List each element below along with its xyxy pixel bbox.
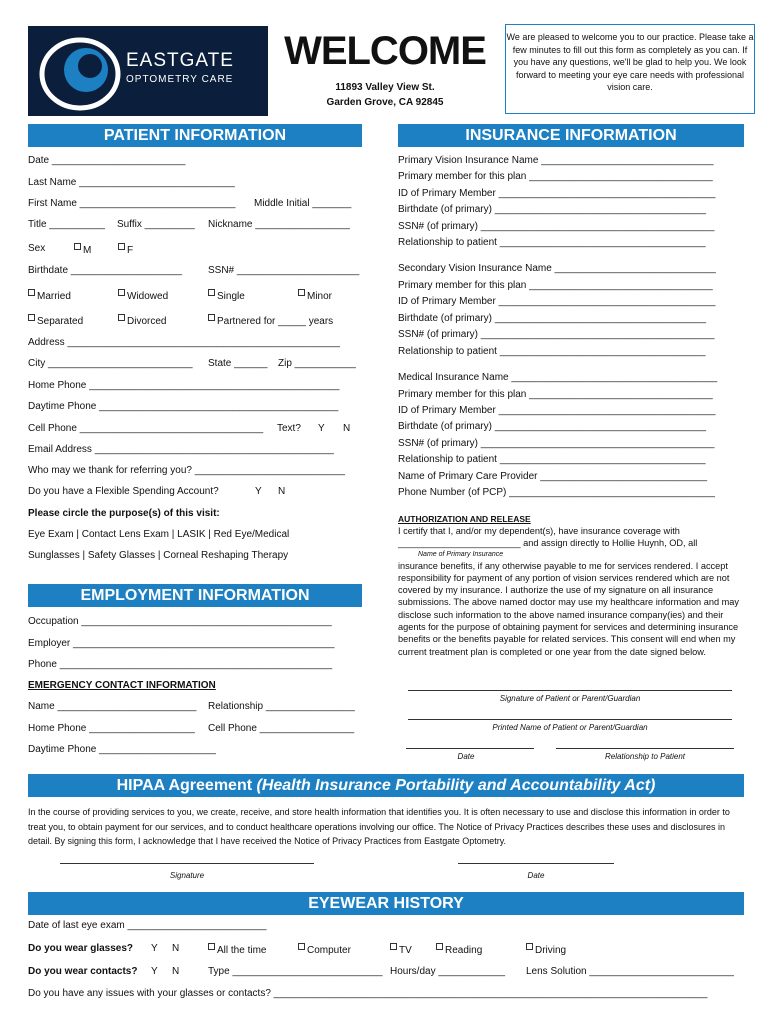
fsa-no-option[interactable]: N	[278, 486, 286, 497]
patient-info-header: PATIENT INFORMATION	[28, 124, 362, 147]
last-name-field[interactable]: Last Name ____________________________	[28, 177, 235, 188]
intro-box: We are pleased to welcome you to our practice. Please take a few minutes to fill out this form as completely as you can. If you have any questions, we'll be glad to help you. We look forward to meeting your eye care needs with professional vision care.	[505, 24, 755, 114]
eyewear-history-header: EYEWEAR HISTORY	[28, 892, 744, 915]
hipaa-header	[28, 774, 744, 797]
hours-per-day-field[interactable]: Hours/day ____________	[390, 966, 506, 977]
checkbox-icon[interactable]	[118, 243, 125, 250]
referral-field[interactable]: Who may we thank for referring you? ___________________________	[28, 465, 345, 476]
primary-id-field-2[interactable]: ID of Primary Member _______________________________________	[398, 296, 716, 307]
hipaa-signature-line[interactable]	[60, 863, 314, 864]
city-field[interactable]: City __________________________	[28, 358, 193, 369]
married-label: Married	[37, 291, 71, 302]
first-name-field[interactable]: First Name ____________________________	[28, 198, 236, 209]
checkbox-icon[interactable]	[390, 943, 397, 950]
sex-label: Sex	[28, 243, 46, 254]
checkbox-icon[interactable]	[298, 943, 305, 950]
printed-name-caption: Printed Name of Patient or Parent/Guardian	[492, 723, 648, 732]
eyewear-issues-field[interactable]: Do you have any issues with your glasses or contacts? ______________________________________________________________________________	[28, 988, 708, 999]
contacts-yes-option[interactable]: Y	[151, 966, 158, 977]
text-yes-option[interactable]: Y	[318, 423, 325, 434]
checkbox-icon[interactable]	[118, 289, 125, 296]
daytime-phone-field[interactable]: Daytime Phone ___________________________________________	[28, 401, 339, 412]
pcp-phone-field[interactable]: Phone Number (of PCP) _____________________________________	[398, 487, 715, 498]
primary-member-field-1[interactable]: Primary member for this plan _________________________________	[398, 171, 713, 182]
email-field[interactable]: Email Address ___________________________________________	[28, 444, 334, 455]
authorization-heading: AUTHORIZATION AND RELEASE	[398, 514, 531, 524]
employment-info-header: EMPLOYMENT INFORMATION	[28, 584, 362, 607]
primary-relationship-field-1[interactable]: Relationship to patient _____________________________________	[398, 237, 706, 248]
marital-married[interactable]	[28, 289, 71, 303]
address-line1: 11893 Valley View St.	[335, 82, 435, 93]
authorization-body: insurance benefits, if any otherwise payable to me for services rendered. I accept responsibility for payment of any portion of vision services rendered which are not covered by my insurance. I authorize the use of my signature on all insurance submissions. The above named doctor may use my healthcare information and may disclose such information to the above named insurance company(ies) and their agents for the purpose of obtaining payment for services and determining insurance benefits or the benefits payable for related services. This consent will end when my current treatment plan is completed or one year from the date signed below.	[398, 560, 739, 657]
all-time-label: All the time	[217, 945, 267, 956]
cell-phone-field[interactable]: Cell Phone _________________________________	[28, 423, 264, 434]
glasses-computer-option[interactable]	[298, 943, 351, 957]
suffix-field[interactable]: Suffix _________	[117, 219, 195, 230]
contact-type-field[interactable]: Type ___________________________	[208, 966, 383, 977]
single-label: Single	[217, 291, 245, 302]
marital-divorced[interactable]	[118, 314, 166, 328]
lens-solution-field[interactable]: Lens Solution __________________________	[526, 966, 734, 977]
medical-insurance-field[interactable]: Medical Insurance Name _____________________________________	[398, 372, 718, 383]
glasses-no-option[interactable]: N	[172, 943, 180, 954]
marital-partnered[interactable]	[208, 314, 333, 328]
address-field[interactable]: Address _________________________________________________	[28, 337, 340, 348]
secondary-vision-insurance-field[interactable]: Secondary Vision Insurance Name _____________________________	[398, 263, 716, 274]
driving-label: Driving	[535, 945, 567, 956]
authorization-line2[interactable]: ________________________ and assign directly to Hollie Huynh, OD, all	[398, 538, 698, 549]
contacts-no-option[interactable]: N	[172, 966, 180, 977]
text-no-option[interactable]: N	[343, 423, 351, 434]
emergency-relationship-field[interactable]: Relationship ________________	[208, 701, 355, 712]
eastgate-logo	[28, 26, 268, 116]
primary-vision-insurance-field[interactable]: Primary Vision Insurance Name _______________________________	[398, 155, 714, 166]
middle-initial-field[interactable]: Middle Initial _______	[254, 198, 352, 209]
tv-label: TV	[399, 945, 412, 956]
purpose-options-2[interactable]: Sunglasses | Safety Glasses | Corneal Reshaping Therapy	[28, 550, 289, 561]
primary-id-field-1[interactable]: ID of Primary Member _______________________________________	[398, 188, 716, 199]
checkbox-icon[interactable]	[118, 314, 125, 321]
printed-name-line[interactable]	[408, 719, 732, 720]
checkbox-icon[interactable]	[28, 314, 35, 321]
primary-insurance-caption: Name of Primary Insurance	[418, 550, 504, 558]
fsa-question: Do you have a Flexible Spending Account?	[28, 486, 219, 497]
employer-phone-field[interactable]: Phone _________________________________________________	[28, 659, 333, 670]
marital-separated[interactable]	[28, 314, 83, 328]
glasses-all-time-option[interactable]	[208, 943, 266, 957]
primary-ssn-field-1[interactable]: SSN# (of primary) __________________________________________	[398, 221, 715, 232]
emergency-daytime-phone-field[interactable]: Daytime Phone _____________________	[28, 744, 216, 755]
computer-label: Computer	[307, 945, 351, 956]
hipaa-text: In the course of providing services to you, we create, receive, and store health information that identifies you. It is often necessary to use and disclose this information in order to treat you, to obtain payment for our services, and to conduct healthcare operations involving our office. The Notice of Privacy Practices describes these uses and disclosures in detail. By signing this form, I acknowledge that I have received the Notice of Privacy Practices from Eastgate Optometry.	[28, 807, 730, 846]
male-label: M	[83, 245, 92, 256]
address-line2: Garden Grove, CA 92845	[326, 97, 444, 108]
emergency-home-phone-field[interactable]: Home Phone ___________________	[28, 723, 195, 734]
hipaa-date-line[interactable]	[458, 863, 614, 864]
glasses-driving-option[interactable]	[526, 943, 566, 957]
auth-relationship-caption: Relationship to Patient	[604, 752, 686, 761]
glasses-yes-option[interactable]: Y	[151, 943, 158, 954]
auth-date-line[interactable]	[406, 748, 534, 749]
hipaa-signature-caption: Signature	[169, 871, 205, 880]
ssn-field[interactable]: SSN# ______________________	[208, 265, 360, 276]
primary-ssn-field-3[interactable]: SSN# (of primary) __________________________________________	[398, 438, 715, 449]
employer-field[interactable]: Employer _______________________________________________	[28, 638, 335, 649]
checkbox-icon[interactable]	[298, 289, 305, 296]
separated-label: Separated	[37, 316, 84, 327]
hipaa-title: HIPAA Agreement	[116, 777, 253, 794]
checkbox-icon[interactable]	[208, 943, 215, 950]
checkbox-icon[interactable]	[208, 289, 215, 296]
primary-member-field-3[interactable]: Primary member for this plan _________________________________	[398, 389, 713, 400]
patient-signature-caption: Signature of Patient or Parent/Guardian	[499, 694, 641, 703]
pcp-name-field[interactable]: Name of Primary Care Provider ______________________________	[398, 471, 708, 482]
primary-birthdate-field-1[interactable]: Birthdate (of primary) ______________________________________	[398, 204, 707, 215]
contacts-question: Do you wear contacts?	[28, 966, 138, 977]
logo-subtitle: OPTOMETRY CARE	[126, 74, 234, 85]
reading-label: Reading	[445, 945, 483, 956]
glasses-question: Do you wear glasses?	[28, 943, 134, 954]
emergency-name-field[interactable]: Name _________________________	[28, 701, 197, 712]
fsa-yes-option[interactable]: Y	[255, 486, 262, 497]
auth-relationship-line[interactable]	[556, 748, 734, 749]
insurance-info-header: INSURANCE INFORMATION	[398, 124, 744, 147]
divorced-label: Divorced	[127, 316, 167, 327]
purpose-label: Please circle the purpose(s) of this visit:	[28, 508, 220, 519]
sex-female-option[interactable]	[118, 243, 133, 257]
authorization-line1: I certify that I, and/or my dependent(s), have insurance coverage with	[398, 526, 680, 536]
primary-id-field-3[interactable]: ID of Primary Member _______________________________________	[398, 405, 716, 416]
sex-male-option[interactable]	[74, 243, 91, 257]
authorization-text	[398, 525, 744, 658]
patient-signature-line[interactable]	[408, 690, 732, 691]
checkbox-icon[interactable]	[208, 314, 215, 321]
auth-date-caption: Date	[457, 752, 475, 761]
minor-label: Minor	[307, 291, 333, 302]
marital-minor[interactable]	[298, 289, 332, 303]
nickname-field[interactable]: Nickname _________________	[208, 219, 350, 230]
purpose-options-1[interactable]: Eye Exam | Contact Lens Exam | LASIK | Red Eye/Medical	[28, 529, 290, 540]
emergency-cell-phone-field[interactable]: Cell Phone _________________	[208, 723, 355, 734]
female-label: F	[127, 245, 134, 256]
page-title: WELCOME	[284, 29, 486, 73]
hipaa-date-caption: Date	[527, 871, 545, 880]
checkbox-icon[interactable]	[28, 289, 35, 296]
emergency-contact-heading: EMERGENCY CONTACT INFORMATION	[28, 680, 216, 691]
state-field[interactable]: State ______	[208, 358, 268, 369]
glasses-tv-option[interactable]	[390, 943, 412, 957]
checkbox-icon[interactable]	[526, 943, 533, 950]
date-field[interactable]: Date ________________________	[28, 155, 186, 166]
checkbox-icon[interactable]	[74, 243, 81, 250]
checkbox-icon[interactable]	[436, 943, 443, 950]
partnered-label: Partnered for _____ years	[217, 316, 334, 327]
primary-birthdate-field-3[interactable]: Birthdate (of primary) ______________________________________	[398, 421, 707, 432]
primary-relationship-field-3[interactable]: Relationship to patient _____________________________________	[398, 454, 706, 465]
home-phone-field[interactable]: Home Phone _____________________________________________	[28, 380, 340, 391]
hipaa-title-italic: (Health Insurance Portability and Accountability Act)	[256, 777, 656, 794]
primary-ssn-field-2[interactable]: SSN# (of primary) __________________________________________	[398, 329, 715, 340]
marital-widowed[interactable]	[118, 289, 168, 303]
birthdate-field[interactable]: Birthdate ____________________	[28, 265, 183, 276]
title-field[interactable]: Title __________	[28, 219, 105, 230]
marital-single[interactable]	[208, 289, 245, 303]
text-label: Text?	[277, 423, 301, 434]
widowed-label: Widowed	[127, 291, 169, 302]
logo-name: EASTGATE	[126, 50, 234, 71]
primary-birthdate-field-2[interactable]: Birthdate (of primary) ______________________________________	[398, 313, 707, 324]
primary-relationship-field-2[interactable]: Relationship to patient _____________________________________	[398, 346, 706, 357]
glasses-reading-option[interactable]	[436, 943, 482, 957]
occupation-field[interactable]: Occupation _____________________________________________	[28, 616, 332, 627]
last-eye-exam-field[interactable]: Date of last eye exam _________________________	[28, 920, 267, 931]
primary-member-field-2[interactable]: Primary member for this plan _________________________________	[398, 280, 713, 291]
zip-field[interactable]: Zip ___________	[278, 358, 356, 369]
address-block	[275, 80, 495, 110]
